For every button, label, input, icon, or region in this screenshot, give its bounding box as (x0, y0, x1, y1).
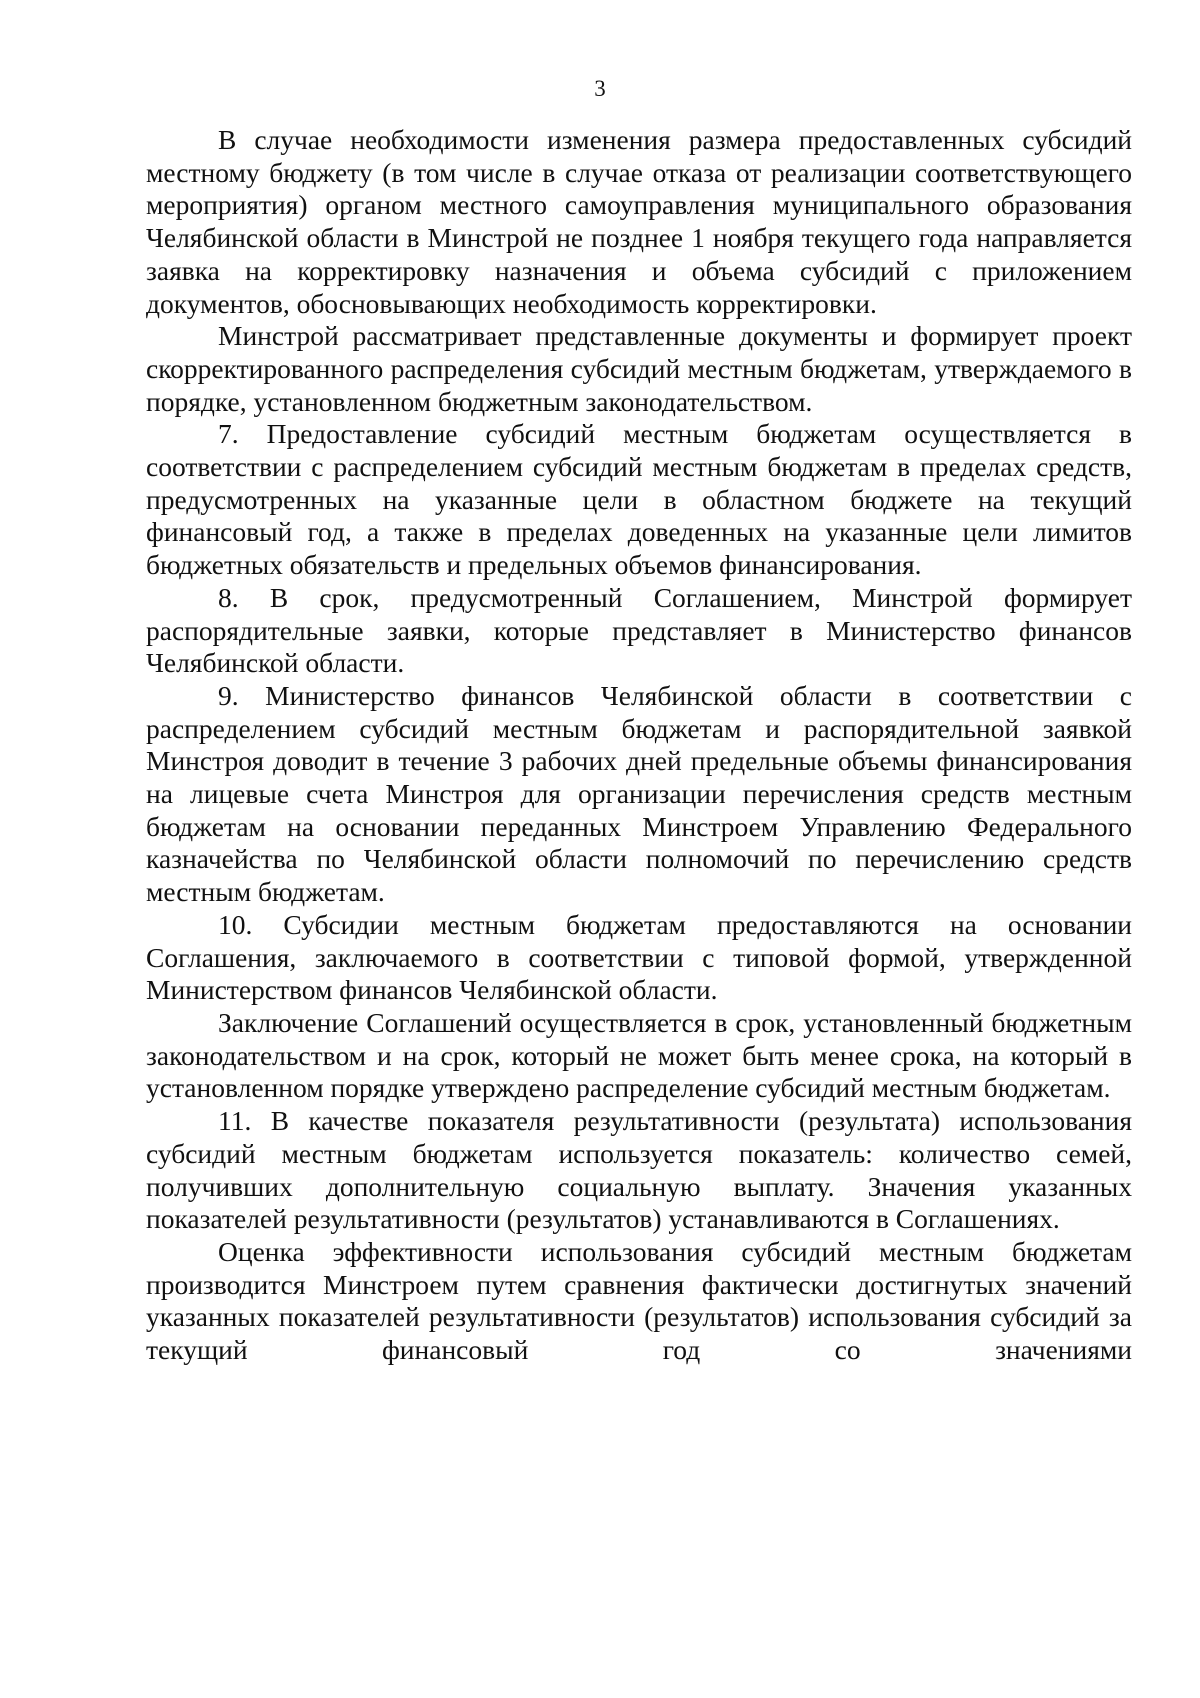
paragraph-item-8: 8. В срок, предусмотренный Соглашением, Минстрой формирует распорядительные заявки, которые представляет в Министерство финансов Челябинской области. (146, 581, 1132, 679)
document-body (146, 124, 1132, 1367)
paragraph-subsidy-correction-request: В случае необходимости изменения размера предоставленных субсидий местному бюджету (в том числе в случае отказа от реализации соответствующего мероприятия) органом местного самоуправления муниципального образования Челябинской области в Минстрой не позднее 1 ноября текущего года направляется заявка на корректировку назначения и объема субсидий с приложением документов, обосновывающих необходимость корректировки. (146, 124, 1132, 319)
paragraph-minstroy-review: Минстрой рассматривает представленные документы и формирует проект скорректированного распределения субсидий местным бюджетам, утверждаемого в порядке, установленном бюджетным законодательством. (146, 320, 1132, 417)
paragraph-item-11: 11. В качестве показателя результативности (результата) использования субсидий местным бюджетам используется показатель: количество семей, получивших дополнительную социальную выплату. Значения указанных показателей результативности (результатов) устанавливаются в Соглашениях. (146, 1105, 1132, 1235)
paragraph-efficiency-assessment: Оценка эффективности использования субсидий местным бюджетам производится Минстроем путем сравнения фактически достигнутых значений указанных показателей результативности (результатов) использования субсидий за текущий финансовый год со значениями (146, 1235, 1132, 1366)
paragraph-item-10: 10. Субсидии местным бюджетам предоставляются на основании Соглашения, заключаемого в соответствии с типовой формой, утвержденной Министерством финансов Челябинской области. (146, 908, 1132, 1006)
paragraph-item-7: 7. Предоставление субсидий местным бюджетам осуществляется в соответствии с распределением субсидий местным бюджетам в пределах средств, предусмотренных на указанные цели в областном бюджете на текущий финансовый год, а также в пределах доведенных на указанные цели лимитов бюджетных обязательств и предельных объемов финансирования. (146, 418, 1132, 581)
page-number: 3 (594, 76, 606, 101)
paragraph-agreements-conclusion: Заключение Соглашений осуществляется в срок, установленный бюджетным законодательством и на срок, который не может быть менее срока, на который в установленном порядке утверждено распределение субсидий местным бюджетам. (146, 1006, 1132, 1104)
paragraph-item-9: 9. Министерство финансов Челябинской области в соответствии с распределением субсидий местным бюджетам и распорядительной заявкой Минстроя доводит в течение 3 рабочих дней предельные объемы финансирования на лицевые счета Минстроя для организации перечисления средств местным бюджетам на основании переданных Минстроем Управлению Федерального казначейства по Челябинской области полномочий по перечислению средств местным бюджетам. (146, 679, 1132, 908)
